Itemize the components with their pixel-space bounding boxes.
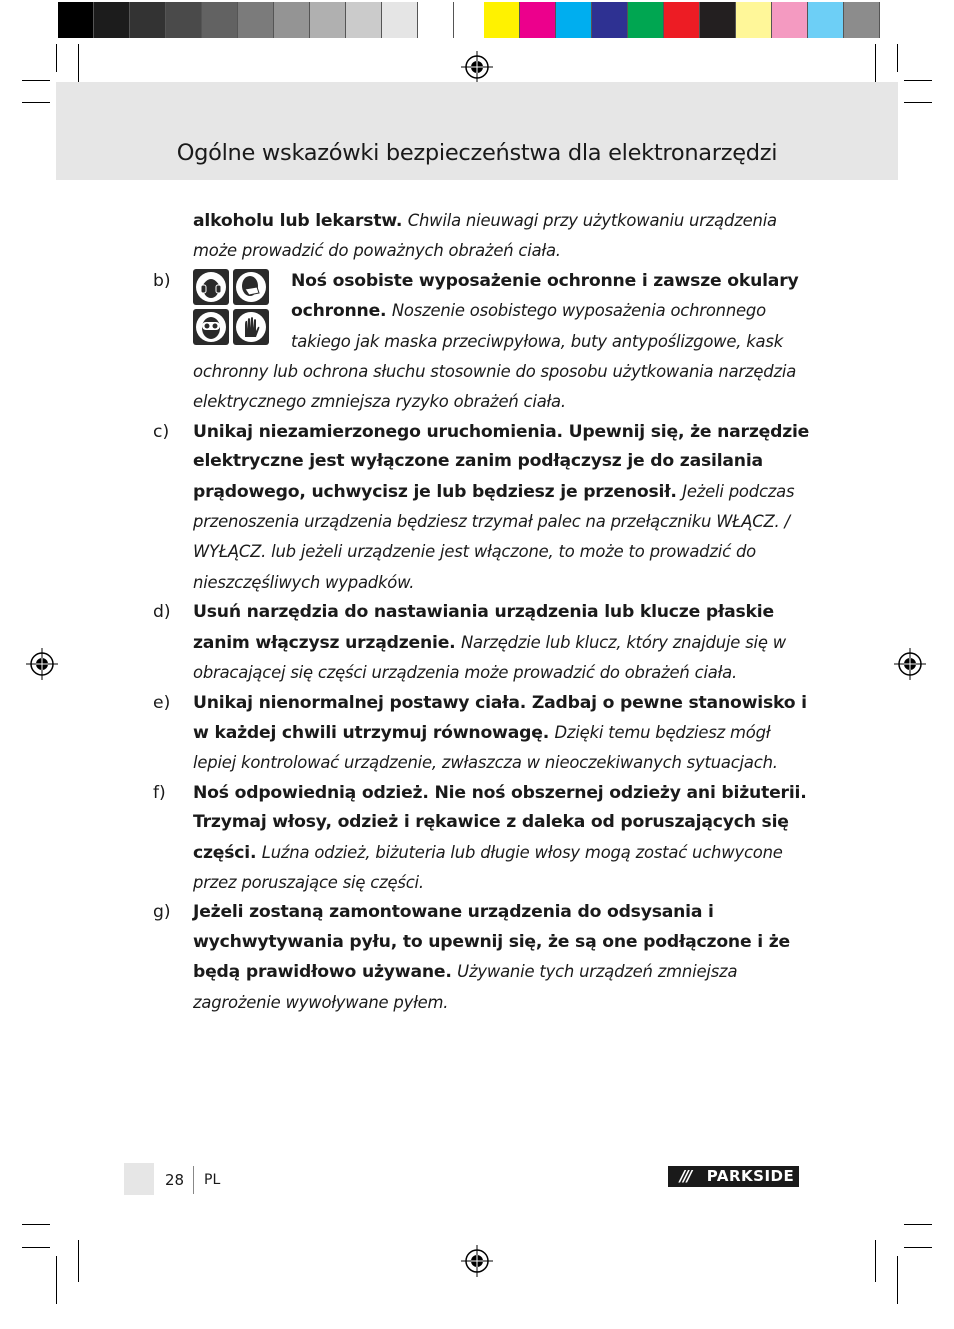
- color-swatch: [844, 2, 880, 38]
- item-bold-text: Noś osobiste wyposażenie ochronne i zawsze okulary ochronne.: [291, 270, 799, 322]
- crop-mark: [22, 80, 50, 81]
- item-bold-text: Noś odpowiednią odzież. Nie noś obszernej odzieży ani biżuterii. Trzymaj włosy, odzież i rękawice z daleka od poruszających się części.: [193, 782, 807, 863]
- item-text: Używanie tych urządzeń zmniejsza zagrożenie wywoływane pyłem.: [193, 962, 738, 1012]
- face-mask-icon: [233, 269, 269, 305]
- crop-mark: [56, 1256, 57, 1304]
- item-marker: e): [153, 692, 171, 713]
- color-swatch: [310, 2, 346, 38]
- color-swatch-bar: [484, 2, 880, 38]
- crop-mark: [904, 80, 932, 81]
- brand-slashes: ///: [679, 1167, 691, 1185]
- color-swatch: [166, 2, 202, 38]
- crop-mark: [897, 1256, 898, 1304]
- color-swatch: [274, 2, 310, 38]
- color-swatch: [484, 2, 520, 38]
- color-swatch: [628, 2, 664, 38]
- item-text: Jeżeli podczas przenoszenia urządzenia będziesz trzymał palec na przełączniku WŁĄCZ. / WYŁĄCZ. lub jeżeli urządzenie jest włączone, to może to prowadzić do nieszczęśliwych wypadków.: [193, 481, 795, 592]
- registration-mark-icon: [461, 51, 493, 83]
- item-bold-text: Unikaj niezamierzonego uruchomienia. Upewnij się, że narzędzie elektryczne jest wyłączone zanim podłączysz je do zasilania prądowego, uchwycisz je lub będziesz je przenosił.: [193, 421, 810, 502]
- color-swatch: [202, 2, 238, 38]
- item-text: Dzięki temu będziesz mógł lepiej kontrolować urządzenie, zwłaszcza w nieoczekiwanych sytuacjach.: [193, 722, 778, 773]
- color-swatch: [382, 2, 418, 38]
- intro-paragraph: [150, 206, 810, 267]
- item-marker: f): [153, 782, 166, 803]
- crop-mark: [56, 44, 57, 72]
- item-marker: d): [153, 602, 171, 623]
- safety-instructions: [150, 206, 810, 1018]
- color-swatch: [556, 2, 592, 38]
- safety-goggles-icon: [193, 309, 229, 345]
- registration-mark-icon: [26, 648, 58, 680]
- language-code: PL: [204, 1172, 221, 1188]
- crop-mark: [78, 1240, 79, 1282]
- ppe-icon-group: [193, 269, 271, 345]
- color-swatch: [520, 2, 556, 38]
- registration-mark-icon: [461, 1245, 493, 1277]
- brand-logo: [668, 1166, 799, 1187]
- item-text: Noszenie osobistego wyposażenia ochronnego takiego jak maska przeciwpyłowa, buty antypoślizgowe, kask ochronny lub ochrona słuchu stosownie do sposobu użytkowania narzędzia elektrycznego zmniejsza ryzyko obrażeń ciała.: [193, 301, 797, 412]
- item-marker: g): [153, 902, 171, 923]
- page-number: 28: [165, 1171, 185, 1189]
- color-swatch: [94, 2, 130, 38]
- color-swatch: [58, 2, 94, 38]
- item-marker: b): [153, 270, 171, 291]
- brand-name: PARKSIDE: [706, 1167, 795, 1185]
- color-swatch: [418, 2, 454, 38]
- crop-mark: [78, 44, 79, 86]
- crop-mark: [875, 44, 876, 86]
- item-text: Luźna odzież, biżuteria lub długie włosy mogą zostać uchwycone przez poruszające się części.: [193, 842, 783, 892]
- item-bold-text: Jeżeli zostaną zamontowane urządzenia do odsysania i wychwytywania pyłu, to upewnij się, że są one podłączone i że będą prawidłowo używane.: [193, 902, 790, 983]
- list-item: [150, 598, 810, 688]
- intro-bold-text: alkoholu lub lekarstw.: [193, 211, 403, 231]
- safety-gloves-icon: [233, 309, 269, 345]
- list-item: [150, 418, 810, 598]
- footer-page-box: [124, 1163, 154, 1195]
- crop-mark: [904, 102, 932, 103]
- item-text: Narzędzie lub klucz, który znajduje się w obracającej się części urządzenia może prowadzić do obrażeń ciała.: [193, 632, 786, 683]
- footer-divider: [193, 1166, 194, 1194]
- list-item: [150, 267, 810, 418]
- list-item: [150, 689, 810, 779]
- page-title: Ogólne wskazówki bezpieczeństwa dla elektronarzędzi: [176, 140, 778, 166]
- gray-swatch-bar: [58, 2, 454, 38]
- list-item: [150, 898, 810, 1018]
- color-swatch: [130, 2, 166, 38]
- crop-mark: [875, 1240, 876, 1282]
- registration-mark-icon: [894, 648, 926, 680]
- color-swatch: [736, 2, 772, 38]
- color-swatch: [346, 2, 382, 38]
- item-bold-text: Usuń narzędzia do nastawiania urządzenia lub klucze płaskie zanim włączysz urządzenie.: [193, 602, 774, 653]
- color-swatch: [238, 2, 274, 38]
- ear-protection-icon: [193, 269, 229, 305]
- color-swatch: [808, 2, 844, 38]
- crop-mark: [22, 102, 50, 103]
- item-marker: c): [153, 421, 170, 442]
- crop-mark: [22, 1224, 50, 1225]
- crop-mark: [22, 1247, 50, 1248]
- crop-mark: [904, 1247, 932, 1248]
- color-swatch: [592, 2, 628, 38]
- crop-mark: [897, 44, 898, 72]
- color-swatch: [700, 2, 736, 38]
- item-bold-text: Unikaj nienormalnej postawy ciała. Zadbaj o pewne stanowisko i w każdej chwili utrzymuj równowagę.: [193, 692, 807, 743]
- intro-text: Chwila nieuwagi przy użytkowaniu urządzenia może prowadzić do poważnych obrażeń ciała.: [193, 211, 777, 261]
- color-swatch: [664, 2, 700, 38]
- list-item: [150, 779, 810, 899]
- color-swatch: [772, 2, 808, 38]
- crop-mark: [904, 1224, 932, 1225]
